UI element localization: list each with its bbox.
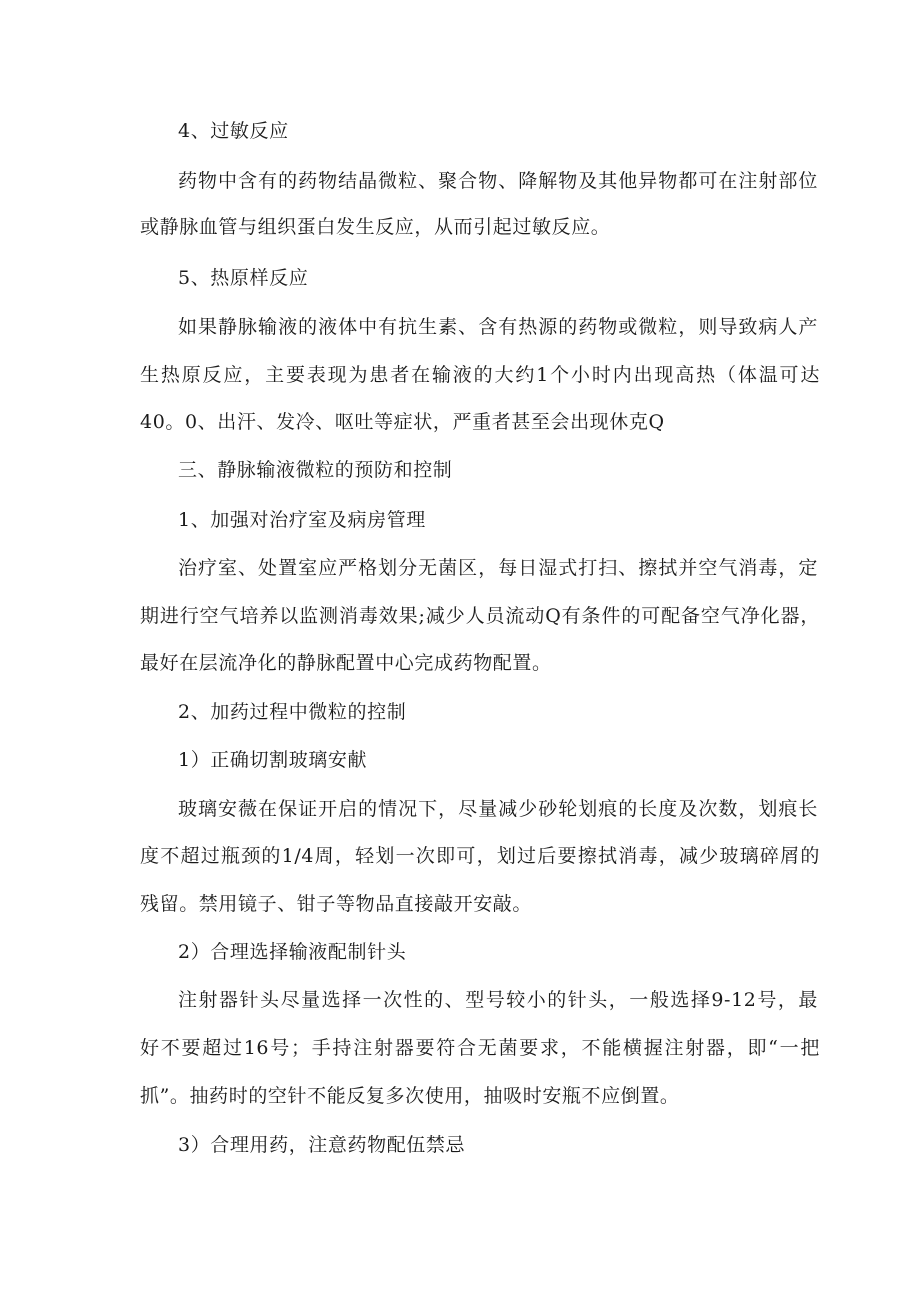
paragraph-line: 好不要超过16号；手持注射器要符合无菌要求，不能横握注射器，即“一把: [140, 1037, 820, 1059]
subheading-cutting-ampoule: 1）正确切割玻璃安献: [178, 749, 368, 771]
paragraph-line: 度不超过瓶颈的1/4周，轻划一次即可，划过后要擦拭消毒，减少玻璃碎屑的: [140, 845, 820, 867]
paragraph-line: 抓”。抽药时的空针不能反复多次使用，抽吸时安瓶不应倒置。: [140, 1085, 680, 1107]
paragraph-line: 药物中含有的药物结晶微粒、聚合物、降解物及其他异物都可在注射部位: [178, 170, 818, 192]
paragraph-line: 注射器针头尽量选择一次性的、型号较小的针头，一般选择9-12号，最: [178, 989, 818, 1011]
paragraph-line: 或静脉血管与组织蛋白发生反应，从而引起过敏反应。: [140, 216, 611, 238]
paragraph-line: 玻璃安薇在保证开启的情况下，尽量减少砂轮划痕的长度及次数，划痕长: [178, 798, 818, 820]
paragraph-line: 期进行空气培养以监测消毒效果;减少人员流动Q有条件的可配备空气净化器，: [140, 605, 820, 627]
subheading-rational-medication: 3）合理用药，注意药物配伍禁忌: [178, 1134, 466, 1156]
heading-pyrogen-reaction: 5、热原样反应: [178, 267, 309, 289]
paragraph-line: 如果静脉输液的液体中有抗生素、含有热源的药物或微粒，则导致病人产: [178, 316, 818, 338]
paragraph-line: 生热原反应，主要表现为患者在输液的大约1个小时内出现高热（体温可达: [140, 364, 820, 386]
paragraph-line: 最好在层流净化的静脉配置中心完成药物配置。: [140, 652, 552, 674]
heading-dosing-control: 2、加药过程中微粒的控制: [178, 701, 407, 723]
paragraph-line: 残留。禁用镜子、钳子等物品直接敲开安敲。: [140, 893, 533, 915]
heading-allergic-reaction: 4、过敏反应: [178, 120, 289, 142]
paragraph-line: 40。0、出汗、发冷、呕吐等症状，严重者甚至会出现休克Q: [140, 411, 665, 433]
subheading-needle-selection: 2）合理选择输液配制针头: [178, 941, 407, 963]
section-heading-prevention: 三、静脉输液微粒的预防和控制: [178, 459, 453, 481]
heading-room-management: 1、加强对治疗室及病房管理: [178, 509, 426, 531]
paragraph-line: 治疗室、处置室应严格划分无菌区，每日湿式打扫、擦拭并空气消毒，定: [178, 557, 818, 579]
